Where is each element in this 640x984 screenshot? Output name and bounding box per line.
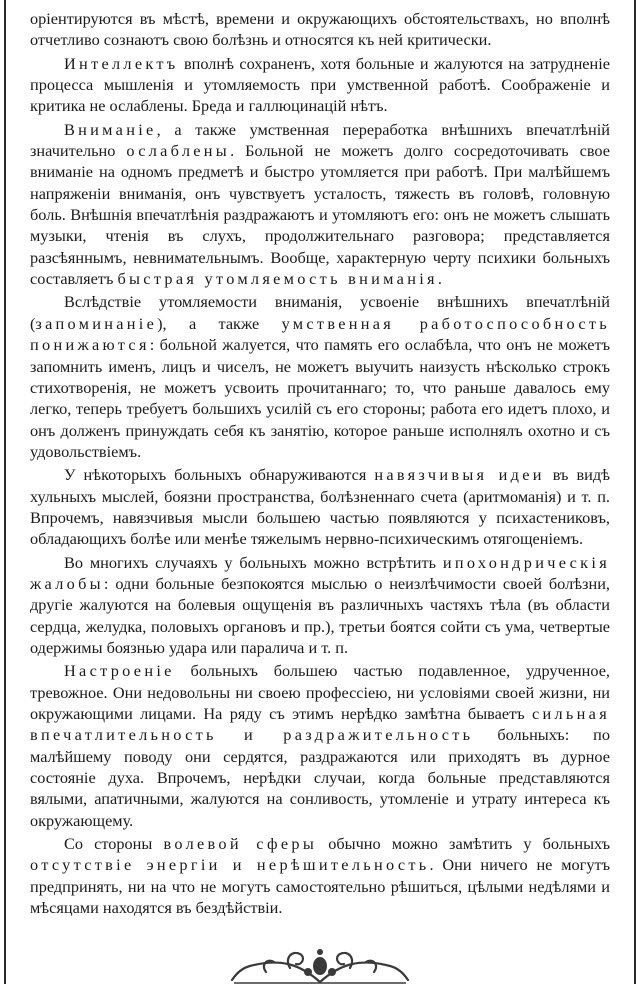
spaced-emphasis-text: Настроеніе [64, 661, 175, 681]
paragraph-memory [30, 291, 610, 462]
decorative-ornament-icon [230, 944, 410, 984]
paragraph-volition [30, 833, 610, 918]
spaced-emphasis-text: запоминаніе [35, 313, 158, 333]
spaced-emphasis-text: Вниманіе [64, 119, 157, 139]
body-text-run: Во многихъ случаяхъ у больныхъ можно встрѣтить [64, 552, 443, 572]
paragraph-hypochondria [30, 552, 610, 659]
body-text-run: больныхъ: по малѣйшему поводу они сердятся, раздражаются или приходятъ въ дурное состояніе духа. Впрочемъ, нерѣдки случаи, когда больные представляются вялыми, апатичными, жалуются на сонливость, утомленіе и утрату интереса къ окружающему. [30, 725, 611, 830]
body-text-run: ), а также [157, 313, 282, 333]
spaced-emphasis-text: навязчивыя идеи [374, 465, 545, 485]
page-edge-right [634, 0, 636, 984]
body-text-run: вполнѣ сохраненъ, хотя больные и жалуются на затрудненіе процесса мышленія и утомляемость при умственной работѣ. Соображеніе и критика не ослаблены. Бреда и галлюцинацій нѣтъ. [30, 53, 610, 116]
body-text-run: Со стороны [64, 834, 164, 854]
paragraph-attention [30, 119, 610, 290]
spaced-emphasis-text: ослаблены [126, 141, 231, 161]
body-text-run: У нѣкоторыхъ больныхъ обнаруживаются [64, 465, 375, 485]
body-text-run: Вслѣдствіе утомляемости вниманія, усвоеніе внѣшнихъ впечатлѣній ( [30, 292, 610, 333]
spaced-emphasis-text: быстрая утомляемость вниманія [117, 269, 438, 289]
body-text-run: . Больной не можетъ долго сосредоточивать свое вниманіе на одномъ предметѣ и быстро утомляется при работѣ. При малѣйшемъ напряженіи вниманія, онъ чувствуетъ усталость, тяжесть въ головѣ, головную боль. Внѣшнія впечатлѣнія раздражаютъ и утомляютъ его: онъ не можетъ слышать музыки, чтенія въ слухъ, продолжительнаго разговора; представляется разсѣяннымъ, невнимательнымъ. Вообще, характерную черту психики больныхъ составляетъ [30, 141, 610, 289]
paragraph-orientation [30, 8, 610, 51]
paragraph-intellect [30, 53, 610, 117]
paragraph-mood [30, 660, 610, 831]
paragraph-obsessive-ideas [30, 464, 610, 549]
body-text-run: больныхъ большею частью подавленное, удрученное, тревожное. Они недовольны ни своею профессіею, ни условіями своей жизни, ни окружающими лицами. На ряду съ этимъ нерѣдко замѣтна бываетъ [30, 661, 610, 723]
body-text-run: . [437, 269, 442, 289]
spaced-emphasis-text: умственная работоспособность понижаются [30, 313, 611, 355]
body-text-run: : больной жалуется, что память его ослабѣла, что онъ не можетъ запомнить именъ, лицъ и чиселъ, не можетъ выучить наизусть нѣсколько строкъ стихотворенія, не можетъ усвоить прочитаннаго; то, что раньше давалось ему легко, теперь требуетъ большихъ усилій съ его стороны; работа его идетъ плохо, и онъ долженъ принуждать себя къ занятію, которое раньше исполнялъ охотно и съ удовольствіемъ. [30, 335, 610, 461]
spaced-emphasis-text: отсутствіе энергіи и нерѣшительность [30, 855, 430, 875]
spaced-emphasis-text: Интеллектъ [64, 53, 179, 73]
body-text-run: въ видѣ хульныхъ мыслей, боязни пространства, болѣзненнаго счета (аритмоманія) и т. п. Впрочемъ, навязчивыя мысли большею частью появляются у психастениковъ, обладающихъ болѣе или менѣе тяжелымъ нервно-психическимъ отягощеніемъ. [30, 465, 610, 549]
body-text [30, 8, 610, 920]
spaced-emphasis-text: ипохондрическія жалобы [30, 552, 610, 593]
body-text-run: . Они ничего не могутъ предпринять, ни на что не могутъ самостоятельно рѣшиться, цѣлыми недѣлями и мѣсяцами находятся въ бездѣйствіи. [30, 855, 611, 918]
body-text-run: обычно можно замѣтить у больныхъ [317, 834, 610, 854]
body-text-run: : одни больные безпокоятся мыслью о неизлѣчимости своей болѣзни, другіе жалуются на болевыя ощущенія въ различныхъ частяхъ тѣла (въ области сердца, желудка, половыхъ органовъ и пр.), третьи боятся сойти съ ума, четвертые одержимы боязнью удара или паралича и т. п. [30, 573, 610, 657]
spaced-emphasis-text: волевой сферы [163, 834, 318, 854]
page-edge-left [4, 0, 6, 984]
body-text-run: оріентируются въ мѣстѣ, времени и окружающихъ обстоятельствахъ, но вполнѣ отчетливо сознаютъ свою болѣзнь и относятся къ ней критически. [30, 9, 610, 50]
body-text-run: , а также умственная переработка внѣшнихъ впечатлѣній значительно [30, 119, 610, 161]
spaced-emphasis-text: сильная впечатлительность и раздражительность [30, 704, 610, 745]
